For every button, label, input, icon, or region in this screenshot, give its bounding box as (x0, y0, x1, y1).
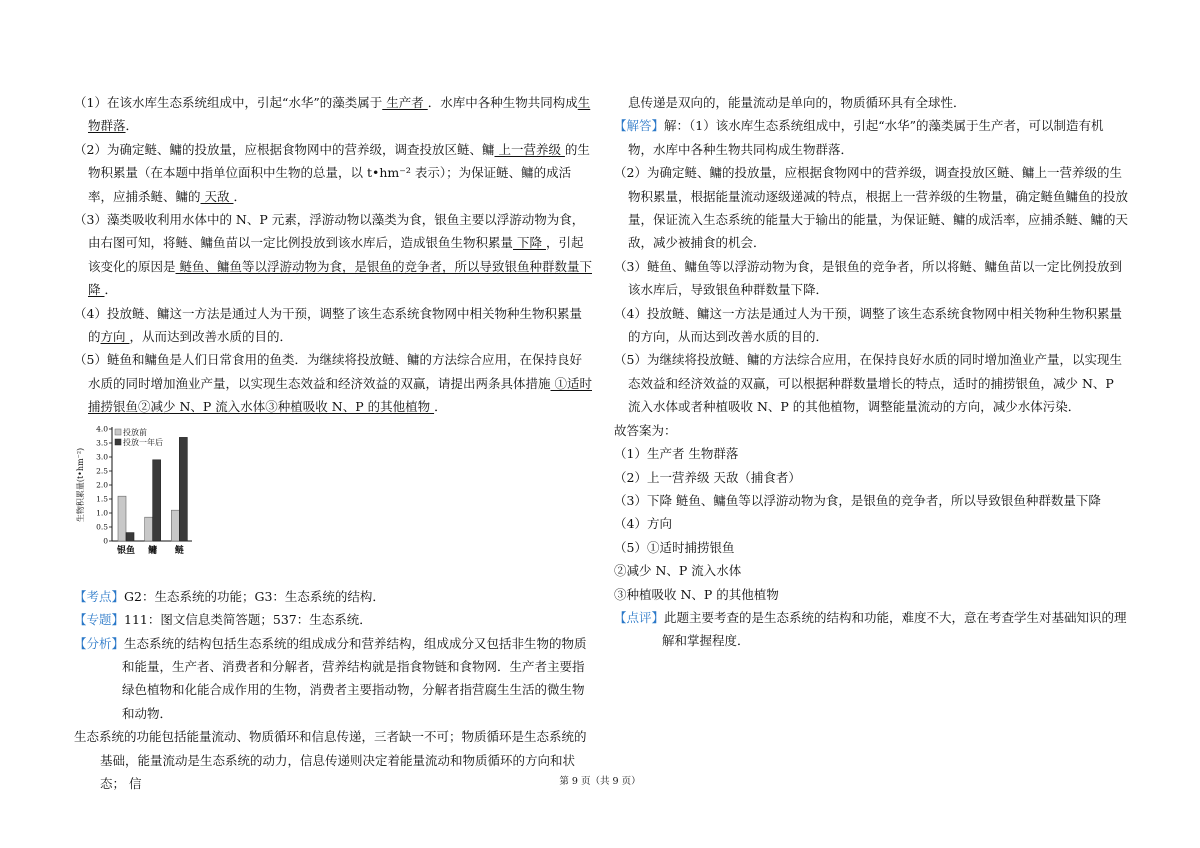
question-1: （1）在该水库生态系统组成中，引起“水华”的藻类属于 生产者 ．水库中各种生物共同构成生物群落． (74, 95, 591, 134)
legend-label-before: 投放前 (123, 427, 147, 437)
bar-after-0 (126, 532, 134, 540)
answer-heading: 故答案为： (614, 422, 677, 438)
question-4: （4）投放鲢、鳙这一方法是通过人为干预，调整了该生态系统食物网中相关物种生物积累量的方向 ，从而达到改善水质的目的． (74, 305, 582, 345)
legend-swatch-after (115, 439, 121, 445)
page-footer: 第 9 页（共 9 页） (559, 776, 641, 787)
bar-before-2 (171, 510, 179, 541)
ecosystem-function: 生态系统的功能包括能量流动、物质循环和信息传递，三者缺一不可；物质循环是生态系统的基础，能量流动是生态系统的动力，信息传递则决定着能量流动和物质循环的方向和状态； 信 (74, 729, 587, 791)
legend-swatch-before (115, 429, 121, 435)
final-answer-4: （4）方向 (614, 516, 672, 532)
answer-decrease: 下降 (513, 235, 546, 251)
y-tick-label: 3.5 (96, 438, 108, 448)
bar-chart-svg (74, 423, 204, 563)
answer-reason: 鲢鱼、鳙鱼等以浮游动物为食，是银鱼的竞争者，所以导致银鱼种群数量下降 (88, 258, 592, 298)
y-tick-label: 4.0 (96, 424, 108, 434)
y-tick-label: 1.5 (96, 494, 108, 504)
y-tick-label: 0.5 (96, 522, 108, 532)
right-column (614, 91, 1128, 653)
final-answer-2: （2）上一营养级 天敌（捕食者） (614, 469, 801, 485)
zhuanti-tag: 【专题】 (74, 612, 125, 628)
jieda-2: （2）为确定鲢、鳙的投放量，应根据食物网中的营养级，调查投放区鲢、鳙上一营养级的生物积累量，根据能量流动逐级递减的特点，根据上一营养级的生物量，确定鲢鱼鳙鱼的投放量，保证流入生态系统的能量大于输出的能量，为保证鲢、鳙的成活率，应捕杀鲢、鳙的天敌，减少被捕食的机会． (614, 165, 1129, 251)
bar-after-1 (153, 459, 161, 540)
left-column (74, 91, 592, 795)
answer-trophic: 上一营养级 (494, 141, 565, 157)
fenxi: 【分析】生态系统的结构包括生态系统的组成成分和营养结构，组成成分又包括非生物的物质和能量，生产者、消费者和分解者，营养结构就是指食物链和食物网．生产者主要指绿色植物和化能合成作用的生物，消费者主要指动物，分解者指营腐生生活的微生物和动物． (74, 635, 587, 721)
answer-producer: 生产者 (382, 95, 428, 110)
zhuanti: 【专题】111：图文信息类简答题；537：生态系统． (74, 612, 372, 628)
question-3: （3）藻类吸收利用水体中的 N、P 元素，浮游动物以藻类为食，银鱼主要以浮游动物为食，由右图可知，将鲢、鳙鱼苗以一定比例投放到该水库后，造成银鱼生物积累量 下降 ，引起该变化的原因是 鲢鱼、鳙鱼等以浮游动物为食，是银鱼的竞争者，所以导致银鱼种群数量下降 ． (74, 212, 592, 298)
bar-before-1 (145, 517, 153, 541)
jieda-tag: 【解答】 (614, 118, 665, 134)
analysis-continued: 息传递是双向的，能量流动是单向的，物质循环具有全球性． (628, 95, 966, 110)
fenxi-tag: 【分析】 (74, 635, 125, 651)
x-tick-label: 鳙 (148, 545, 158, 556)
jieda-1: 【解答】解：（1）该水库生态系统组成中，引起“水华”的藻类属于生产者，可以制造有机物，水库中各种生物共同构成生物群落． (614, 118, 1104, 157)
jieda-3: （3）鲢鱼、鳙鱼等以浮游动物为食，是银鱼的竞争者，所以将鲢、鳙鱼苗以一定比例投放到该水库后，导致银鱼种群数量下降． (614, 258, 1122, 298)
y-axis-label: 生物积累量(t•hm⁻²) (76, 447, 85, 522)
question-2: （2）为确定鲢、鳙的投放量，应根据食物网中的营养级，调查投放区鲢、鳙 上一营养级 的生物积累量（在本题中指单位面积中生物的总量，以 t•hm⁻² 表示）；为保证鲢、鳙的成活率，应捕杀鲢、鳙的 天敌 ． (74, 141, 590, 204)
answer-direction: 方向 (100, 329, 130, 345)
answer-predator: 天敌 (200, 188, 234, 204)
jieda-5: （5）为继续将投放鲢、鳙的方法综合应用，在保持良好水质的同时增加渔业产量，以实现生态效益和经济效益的双赢，可以根据种群数量增长的特点，适时的捕捞银鱼，减少 N、P 流入水体或者种植吸收 N、P 的其他植物，调整能量流动的方向，减少水体污染． (614, 352, 1122, 415)
legend-label-after: 投放一年后 (123, 437, 163, 447)
x-tick-label: 银鱼 (116, 545, 136, 556)
y-tick-label: 0 (103, 536, 108, 546)
jieda-4: （4）投放鲢、鳙这一方法是通过人为干预，调整了该生态系统食物网中相关物种生物积累量的方向，从而达到改善水质的目的． (614, 305, 1122, 345)
y-tick-label: 3.0 (96, 452, 108, 462)
bar-after-2 (179, 437, 187, 541)
final-answer-7: ③种植吸收 N、P 的其他植物 (614, 586, 779, 602)
answer-community: 生物群落 (88, 95, 591, 134)
x-tick-label: 鲢 (174, 545, 184, 556)
y-tick-label: 1.0 (96, 508, 108, 518)
bar-chart (74, 423, 204, 563)
kaodian-tag: 【考点】 (74, 588, 125, 604)
y-tick-label: 2.5 (96, 466, 108, 476)
bar-before-0 (118, 496, 126, 541)
dianping: 【点评】此题主要考查的是生态系统的结构和功能，难度不大，意在考查学生对基础知识的理解和掌握程度． (614, 609, 1127, 649)
answer-measures: ①适时捕捞银鱼②减少 N、P 流入水体③种植吸收 N、P 的其他植物 (88, 375, 592, 415)
y-tick-label: 2.0 (96, 480, 108, 490)
final-answer-1: （1）生产者 生物群落 (614, 446, 739, 462)
dianping-tag: 【点评】 (614, 609, 665, 625)
final-answer-3: （3）下降 鲢鱼、鳙鱼等以浮游动物为食，是银鱼的竞争者，所以导致银鱼种群数量下降 (614, 492, 1101, 508)
question-5: （5）鲢鱼和鳙鱼是人们日常食用的鱼类．为继续将投放鲢、鳙的方法综合应用，在保持良好水质的同时增加渔业产量，以实现生态效益和经济效益的双赢，请提出两条具体措施 ①适时捕捞银鱼②减少 N、P 流入水体③种植吸收 N、P 的其他植物 ． (74, 352, 592, 415)
final-answer-6: ②减少 N、P 流入水体 (614, 563, 742, 579)
kaodian: 【考点】G2：生态系统的功能；G3：生态系统的结构． (74, 588, 385, 604)
final-answer-5: （5）①适时捕捞银鱼 (614, 539, 735, 555)
